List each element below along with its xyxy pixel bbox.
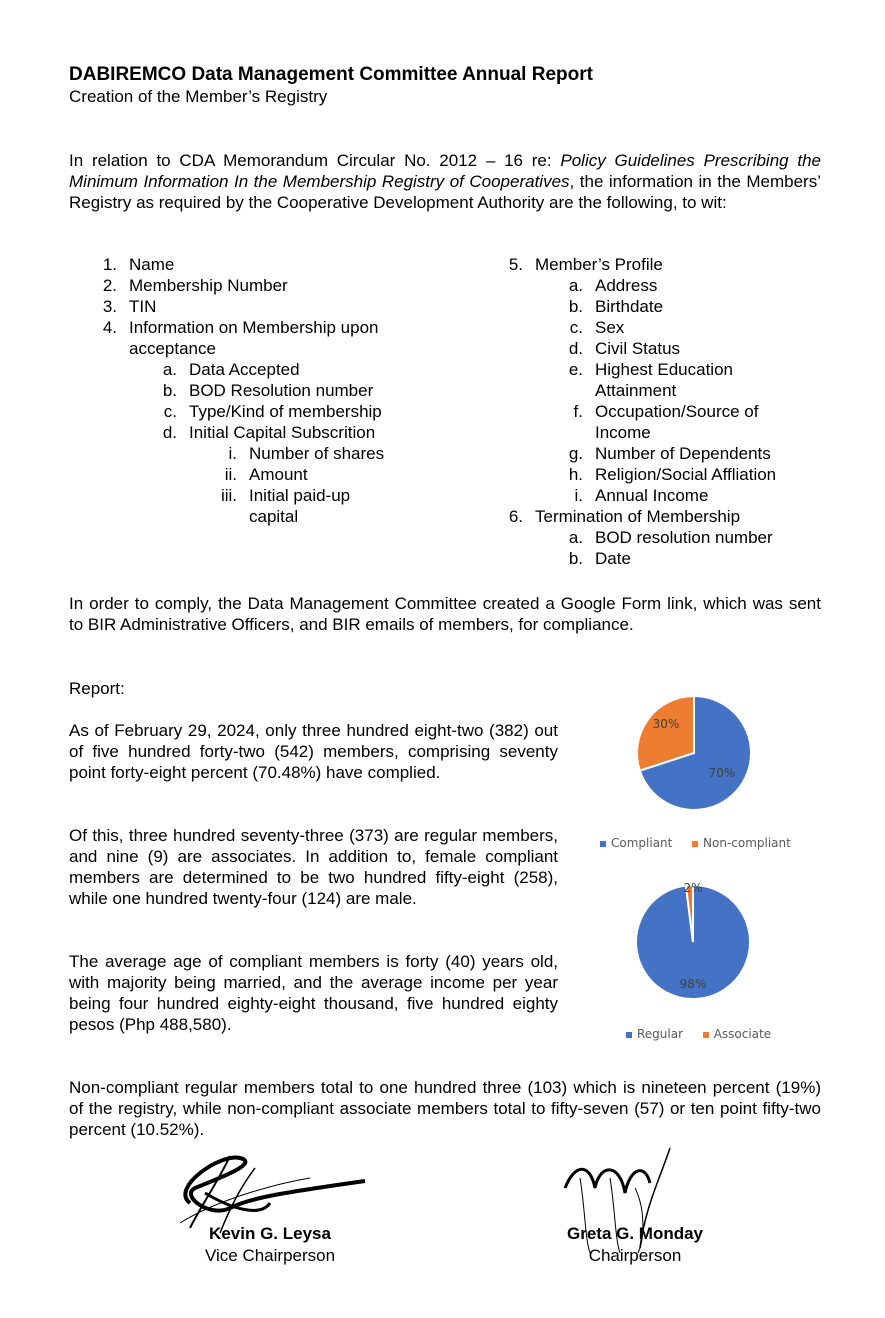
signatory-role-greta: Chairperson [588,1246,682,1265]
list-item [0,401,885,422]
list-item-marker: b. [568,297,583,316]
list-item-text: Annual Income [595,486,709,505]
list-item-marker: a. [162,360,177,379]
requirements-list-right [0,254,885,569]
list-item-marker: ii. [224,465,237,484]
legend-noncompliant: Non-compliant [703,836,791,850]
list-item-text: Number of Dependents [595,444,771,463]
list-item-marker: 4. [102,318,117,337]
list-item-marker: 6. [508,507,523,526]
list-item-marker: 2. [102,276,117,295]
list-item-text: acceptance [129,339,216,358]
report-subtitle: Creation of the Member’s Registry [69,87,328,106]
list-item-text: Termination of Membership [535,507,741,526]
legend-swatch-compliant [600,841,606,847]
list-item-text: Membership Number [129,276,288,295]
list-item-text: Member’s Profile [535,255,663,274]
list-item-text: Name [129,255,175,274]
report-title: DABIREMCO Data Management Committee Annual Report [69,64,593,85]
list-item-marker: 1. [102,255,117,274]
intro-suffix: , the information in the Members’ Registry as required by the Cooperative Development Authority are the following, to wit: [69,172,821,212]
list-item-marker: b. [162,381,177,400]
compliance-pie-chart [590,690,810,860]
list-item-text: Sex [595,318,625,337]
list-item [0,422,885,443]
list-item-marker: i. [574,486,583,505]
membership-pie-svg [600,878,800,998]
list-item-text: TIN [129,297,157,316]
list-item [0,464,885,485]
compliance-paragraph: In order to comply, the Data Management Committee created a Google Form link, which was sent to BIR Administrative Officers, and BIR emails of members, for compliance. [69,594,821,634]
legend-swatch-associate [703,1032,709,1038]
list-item [0,443,885,464]
list-item-text: Amount [249,465,308,484]
list-item-text: Data Accepted [189,360,300,379]
legend-swatch-regular [626,1032,632,1038]
list-item-text: Civil Status [595,339,681,358]
list-item [0,527,885,548]
list-item [0,380,885,401]
report-label: Report: [69,679,125,698]
list-item-text: Birthdate [595,297,664,316]
list-item-text: Number of shares [249,444,385,463]
list-item-marker: g. [568,444,583,463]
list-item-marker: c. [569,318,583,337]
signature-block-vice-chair [160,1148,380,1268]
signatory-name-kevin: Kevin G. Leysa [209,1224,331,1243]
list-item [0,548,885,569]
intro-prefix: In relation to CDA Memorandum Circular No. 2012 – 16 re: [69,151,561,170]
list-item [0,275,885,296]
compliance-pie-legend [600,836,791,850]
report-paragraph-demographics: The average age of compliant members is forty (40) years old, with majority being married, and the average income per year being four hundred eighty-eight thousand, five hundred eighty pesos (Php 488,580). [69,952,558,1034]
list-item-text: BOD resolution number [595,528,773,547]
list-item-marker: f. [573,402,583,421]
list-item-marker: h. [568,465,583,484]
membership-type-pie-chart [600,878,800,1048]
list-item-marker: e. [568,360,583,379]
list-item-text: Attainment [595,381,677,400]
list-item-text: Initial paid-up [249,486,351,505]
list-item [0,485,885,506]
legend-associate: Associate [713,1027,772,1041]
list-item-text: Date [595,549,631,568]
list-item-text: Type/Kind of membership [189,402,382,421]
membership-pie-legend [626,1027,771,1041]
list-item-text: BOD Resolution number [189,381,374,400]
list-item-marker: c. [163,402,177,421]
signatory-name-greta: Greta G. Monday [566,1224,704,1243]
report-paragraph-membership: Of this, three hundred seventy-three (373) are regular members, and nine (9) are associates. In addition to, female compliant members are determined to be two hundred fifty-eight (258), while one hundred twenty-four (124) are male. [69,826,558,908]
list-item-marker: i. [228,444,237,463]
list-item-marker: iii. [220,486,237,505]
list-item [0,254,885,275]
list-item-marker: a. [568,528,583,547]
pie-data-label: 70% [708,766,736,780]
list-item-marker: 5. [508,255,523,274]
list-item [0,338,885,359]
list-item-text: Income [595,423,651,442]
legend-compliant: Compliant [611,836,673,850]
report-paragraph-compliance: As of February 29, 2024, only three hundred eight-two (382) out of five hundred forty-two (542) members, comprising seventy point forty-eight percent (70.48%) have complied. [69,721,558,782]
list-item-marker: b. [568,549,583,568]
list-item-text: Initial Capital Subscrition [189,423,376,442]
report-paragraph-noncompliant: Non-compliant regular members total to one hundred three (103) which is nineteen percent (19%) of the registry, while non-compliant associate members total to fifty-seven (57) or ten point fifty-two percent (10.52%). [69,1078,821,1139]
list-item-text: Address [595,276,658,295]
list-item [0,359,885,380]
list-item [0,506,885,527]
list-item-marker: a. [568,276,583,295]
signature-block-chair [520,1148,750,1268]
list-item-text: capital [249,507,299,526]
list-item [0,317,885,338]
legend-regular: Regular [637,1027,684,1041]
list-item-text: Religion/Social Affliation [595,465,777,484]
list-item-marker: 3. [102,297,117,316]
list-item-text: Information on Membership upon [129,318,379,337]
pie-data-label: 98% [679,977,707,991]
list-item [0,296,885,317]
legend-swatch-noncompliant [692,841,698,847]
list-item-text: Occupation/Source of [595,402,759,421]
pie-data-label: 30% [652,717,680,731]
signatory-role-kevin: Vice Chairperson [204,1246,336,1265]
list-item-text: Highest Education [595,360,733,379]
compliance-pie-svg [590,690,810,810]
list-item-marker: d. [568,339,583,358]
intro-circular-title: Policy Guidelines Prescribing the Minimum Information In the Membership Registry of Cooperatives [69,151,822,191]
list-item-marker: d. [162,423,177,442]
intro-paragraph [69,150,821,213]
pie-data-label: 2% [683,881,703,895]
